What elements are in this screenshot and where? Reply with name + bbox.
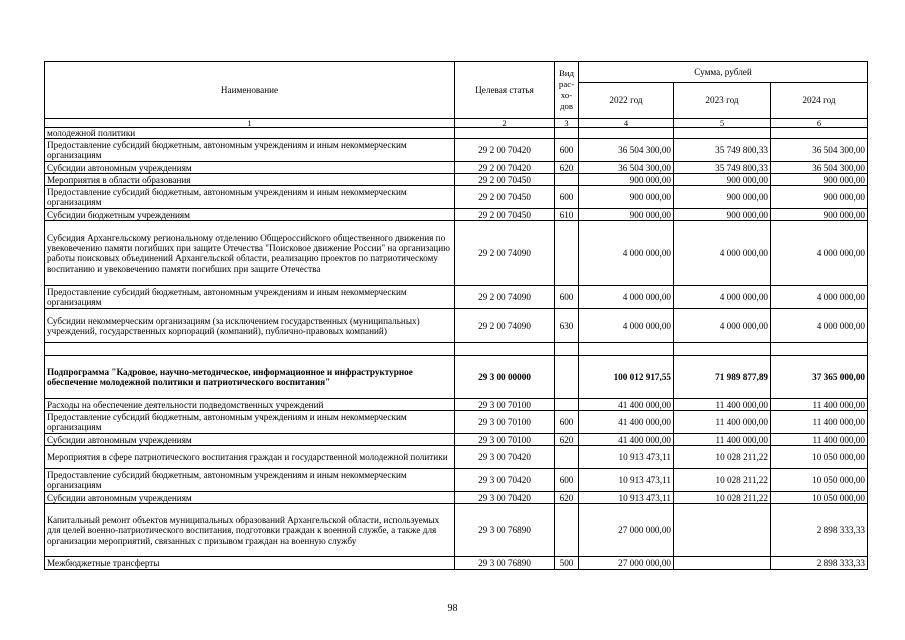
row-name: Предоставление субсидий бюджетным, автономным учреждениям и иным некоммерческим организациям [45, 286, 455, 309]
row-sum-2024: 37 365 000,00 [771, 356, 868, 399]
row-sum-2024: 10 050 000,00 [771, 492, 868, 504]
row-sum-2022: 900 000,00 [579, 174, 674, 186]
row-sum-2024: 11 400 000,00 [771, 434, 868, 446]
row-sum-2024: 2 898 333,33 [771, 504, 868, 557]
column-number: 4 [579, 119, 674, 128]
row-target-code: 29 2 00 74090 [455, 286, 555, 309]
row-target-code: 29 3 00 70420 [455, 446, 555, 469]
header-sum: Сумма, рублей [579, 62, 868, 83]
row-target-code: 29 2 00 70450 [455, 209, 555, 221]
row-target-code: 29 3 00 70100 [455, 399, 555, 411]
row-sum-2023: 900 000,00 [674, 209, 771, 221]
row-name [45, 343, 455, 356]
row-sum-2022: 4 000 000,00 [579, 221, 674, 286]
row-sum-2022: 4 000 000,00 [579, 309, 674, 343]
row-sum-2023: 4 000 000,00 [674, 221, 771, 286]
row-expense-type: 630 [555, 309, 579, 343]
table-row [45, 434, 868, 446]
row-target-code: 29 2 00 70450 [455, 174, 555, 186]
row-expense-type [555, 174, 579, 186]
row-sum-2023: 10 028 211,22 [674, 446, 771, 469]
row-sum-2024: 36 504 300,00 [771, 162, 868, 174]
row-expense-type: 610 [555, 209, 579, 221]
row-sum-2024: 36 504 300,00 [771, 139, 868, 162]
row-expense-type: 600 [555, 411, 579, 434]
table-row [45, 209, 868, 221]
table-row [45, 504, 868, 557]
table-row [45, 186, 868, 209]
row-sum-2024: 900 000,00 [771, 186, 868, 209]
table-row [45, 309, 868, 343]
row-sum-2024: 11 400 000,00 [771, 411, 868, 434]
row-expense-type: 600 [555, 186, 579, 209]
row-sum-2022: 27 000 000,00 [579, 557, 674, 570]
table-row [45, 411, 868, 434]
row-name: Межбюджетные трансферты [45, 557, 455, 570]
row-target-code [455, 128, 555, 139]
row-sum-2024: 10 050 000,00 [771, 446, 868, 469]
row-name: Субсидия Архангельскому региональному отделению Общероссийского общественного движения по увековечению памяти погибших при защите Отечества "Поисковое движение России" на организацию работы поисковых объединений Архангельской области, реализацию проектов по патриотическому воспитанию и увековечению памяти погибших при защите Отечества [45, 221, 455, 286]
row-expense-type [555, 446, 579, 469]
row-sum-2023: 11 400 000,00 [674, 399, 771, 411]
row-expense-type [555, 221, 579, 286]
table-row [45, 356, 868, 399]
row-sum-2023: 4 000 000,00 [674, 286, 771, 309]
row-expense-type: 600 [555, 139, 579, 162]
budget-table [44, 61, 868, 570]
row-sum-2023: 10 028 211,22 [674, 469, 771, 492]
row-sum-2022: 10 913 473,11 [579, 469, 674, 492]
row-target-code: 29 2 00 74090 [455, 221, 555, 286]
row-expense-type: 600 [555, 286, 579, 309]
column-number: 1 [45, 119, 455, 128]
row-sum-2023: 900 000,00 [674, 174, 771, 186]
table-row [45, 162, 868, 174]
row-sum-2023: 35 749 800,33 [674, 139, 771, 162]
row-target-code: 29 2 00 70420 [455, 139, 555, 162]
row-sum-2023: 10 028 211,22 [674, 492, 771, 504]
row-name: Предоставление субсидий бюджетным, автономным учреждениям и иным некоммерческим организациям [45, 469, 455, 492]
row-name: Расходы на обеспечение деятельности подведомственных учреждений [45, 399, 455, 411]
table-row [45, 174, 868, 186]
row-sum-2024: 10 050 000,00 [771, 469, 868, 492]
table-row [45, 446, 868, 469]
row-sum-2024: 900 000,00 [771, 174, 868, 186]
row-sum-2024: 4 000 000,00 [771, 221, 868, 286]
row-target-code: 29 3 00 76890 [455, 557, 555, 570]
row-target-code: 29 3 00 70100 [455, 434, 555, 446]
row-expense-type: 620 [555, 162, 579, 174]
row-target-code: 29 3 00 70100 [455, 411, 555, 434]
row-target-code: 29 3 00 00000 [455, 356, 555, 399]
row-expense-type [555, 128, 579, 139]
column-number: 2 [455, 119, 555, 128]
row-sum-2023 [674, 343, 771, 356]
row-sum-2022: 900 000,00 [579, 209, 674, 221]
row-sum-2022 [579, 343, 674, 356]
row-sum-2023 [674, 557, 771, 570]
row-sum-2024: 4 000 000,00 [771, 309, 868, 343]
row-target-code: 29 3 00 76890 [455, 504, 555, 557]
row-target-code: 29 3 00 70420 [455, 492, 555, 504]
table-row [45, 221, 868, 286]
row-name: Предоставление субсидий бюджетным, автономным учреждениям и иным некоммерческим организациям [45, 411, 455, 434]
column-number: 3 [555, 119, 579, 128]
budget-table-sheet [44, 61, 865, 570]
row-name: Мероприятия в сфере патриотического воспитания граждан и государственной молодежной политики [45, 446, 455, 469]
row-expense-type: 500 [555, 557, 579, 570]
row-target-code: 29 3 00 70420 [455, 469, 555, 492]
row-name: Предоставление субсидий бюджетным, автономным учреждениям и иным некоммерческим организациям [45, 139, 455, 162]
header-2022: 2022 год [579, 83, 674, 119]
row-expense-type [555, 356, 579, 399]
row-name: Подпрограмма "Кадровое, научно-методическое, информационное и инфраструктурное обеспечение молодежной политики и патриотического воспитания" [45, 356, 455, 399]
row-name: Субсидии автономным учреждениям [45, 492, 455, 504]
row-name: Субсидии бюджетным учреждениям [45, 209, 455, 221]
row-sum-2024 [771, 343, 868, 356]
row-expense-type: 620 [555, 492, 579, 504]
table-row [45, 557, 868, 570]
table-row [45, 139, 868, 162]
row-expense-type [555, 343, 579, 356]
header-2023: 2023 год [674, 83, 771, 119]
row-sum-2023: 35 749 800,33 [674, 162, 771, 174]
row-sum-2022: 900 000,00 [579, 186, 674, 209]
page-number: 98 [447, 603, 458, 614]
row-target-code [455, 343, 555, 356]
row-sum-2022: 10 913 473,11 [579, 492, 674, 504]
row-sum-2022: 4 000 000,00 [579, 286, 674, 309]
row-sum-2024 [771, 128, 868, 139]
header-name: Наименование [45, 62, 455, 119]
table-row [45, 128, 868, 139]
table-row [45, 469, 868, 492]
row-name: Мероприятия в области образования [45, 174, 455, 186]
row-name: Капитальный ремонт объектов муниципальных образований Архангельской области, используемых для целей военно-патриотического воспитания, подготовки граждан к военной службе, а также для организации мероприятий, связанных с призывом граждан на военную службу [45, 504, 455, 557]
table-row [45, 399, 868, 411]
row-sum-2022: 41 400 000,00 [579, 411, 674, 434]
row-expense-type [555, 504, 579, 557]
row-sum-2023: 4 000 000,00 [674, 309, 771, 343]
row-name: Субсидии автономным учреждениям [45, 434, 455, 446]
column-number-row [45, 119, 868, 128]
row-sum-2024: 4 000 000,00 [771, 286, 868, 309]
row-sum-2022: 41 400 000,00 [579, 434, 674, 446]
row-sum-2024: 2 898 333,33 [771, 557, 868, 570]
row-sum-2022: 100 012 917,55 [579, 356, 674, 399]
row-sum-2023: 11 400 000,00 [674, 411, 771, 434]
table-row [45, 492, 868, 504]
header-vid: Вид рас- хо- дов [555, 62, 579, 119]
row-name: Субсидии некоммерческим организациям (за исключением государственных (муниципальных) учреждений, государственных корпораций (компаний), публично-правовых компаний) [45, 309, 455, 343]
row-sum-2023 [674, 504, 771, 557]
row-target-code: 29 2 00 70420 [455, 162, 555, 174]
row-expense-type: 620 [555, 434, 579, 446]
row-sum-2022: 10 913 473,11 [579, 446, 674, 469]
header-2024: 2024 год [771, 83, 868, 119]
row-expense-type: 600 [555, 469, 579, 492]
header-target: Целевая статья [455, 62, 555, 119]
column-number: 5 [674, 119, 771, 128]
table-row [45, 343, 868, 356]
row-target-code: 29 2 00 70450 [455, 186, 555, 209]
row-target-code: 29 2 00 74090 [455, 309, 555, 343]
row-name: Субсидии автономным учреждениям [45, 162, 455, 174]
header-row-1 [45, 62, 868, 83]
row-name: Предоставление субсидий бюджетным, автономным учреждениям и иным некоммерческим организациям [45, 186, 455, 209]
row-sum-2022: 41 400 000,00 [579, 399, 674, 411]
row-sum-2024: 900 000,00 [771, 209, 868, 221]
row-sum-2023: 11 400 000,00 [674, 434, 771, 446]
row-sum-2022 [579, 128, 674, 139]
row-sum-2023: 900 000,00 [674, 186, 771, 209]
column-number: 6 [771, 119, 868, 128]
row-expense-type [555, 399, 579, 411]
row-sum-2023 [674, 128, 771, 139]
row-name: молодежной политики [45, 128, 455, 139]
table-row [45, 286, 868, 309]
row-sum-2022: 36 504 300,00 [579, 139, 674, 162]
row-sum-2022: 27 000 000,00 [579, 504, 674, 557]
row-sum-2024: 11 400 000,00 [771, 399, 868, 411]
row-sum-2022: 36 504 300,00 [579, 162, 674, 174]
row-sum-2023: 71 989 877,89 [674, 356, 771, 399]
